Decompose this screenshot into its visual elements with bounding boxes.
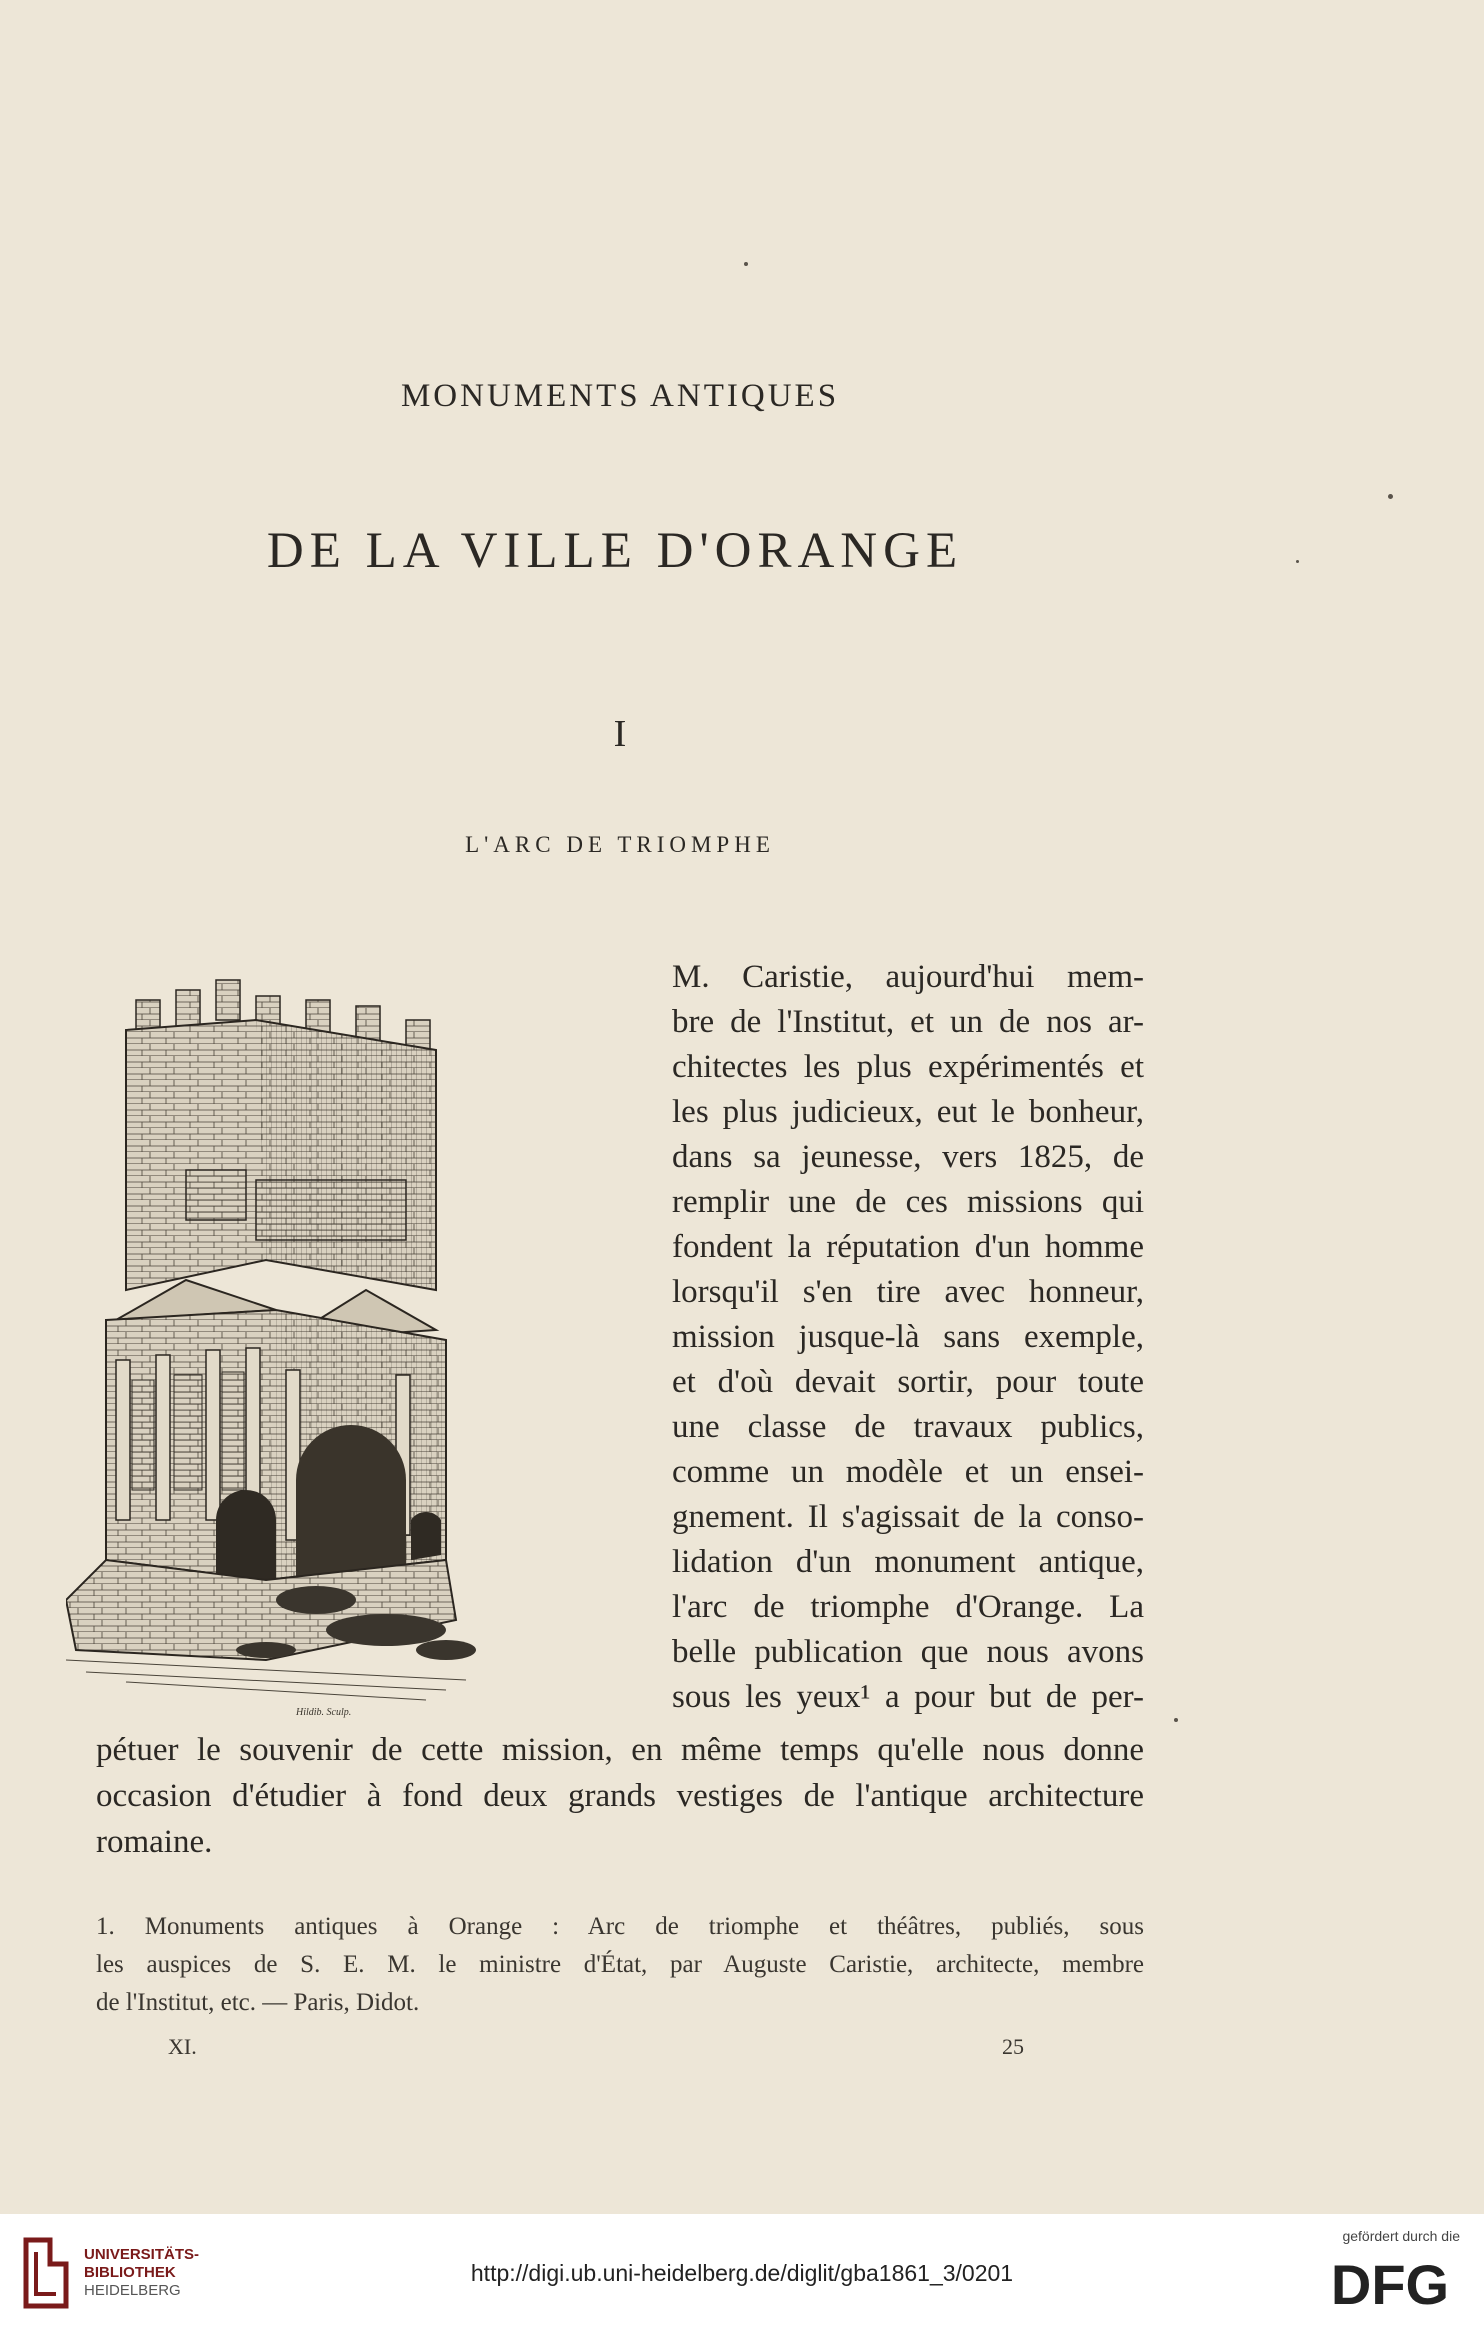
body-line: chitectes les plus expérimentés et — [672, 1049, 1144, 1085]
arch-engraving-illustration — [66, 960, 646, 1720]
library-name-line: BIBLIOTHEK — [84, 2264, 176, 2281]
body-line: et d'où devait sortir, pour toute — [672, 1364, 1144, 1400]
body-line: l'arc de triomphe d'Orange. La — [672, 1589, 1144, 1625]
footnote-line: les auspices de S. E. M. le ministre d'État, par Auguste Caristie, architecte, membre — [96, 1951, 1144, 1978]
section-subtitle: L'ARC DE TRIOMPHE — [465, 832, 775, 857]
funded-by-label: gefördert durch die — [1342, 2228, 1460, 2244]
body-line: remplir une de ces missions qui — [672, 1184, 1144, 1220]
heading-line-2: DE LA VILLE D'ORANGE — [266, 523, 964, 579]
body-line: romaine. — [96, 1824, 213, 1860]
body-line: lidation d'un monument antique, — [672, 1544, 1144, 1580]
engraver-signature: Hildib. Sculp. — [296, 1707, 352, 1718]
body-line: occasion d'étudier à fond deux grands vestiges de l'antique architecture — [96, 1778, 1144, 1814]
paper-speck — [744, 262, 748, 266]
body-line: sous les yeux¹ a pour but de per- — [672, 1679, 1144, 1715]
section-numeral: I — [613, 713, 627, 755]
page-number: 25 — [1002, 2034, 1024, 2059]
dfg-logo-text: DFG — [1330, 2253, 1450, 2316]
body-line: mission jusque-là sans exemple, — [672, 1319, 1144, 1355]
body-line: gnement. Il s'agissait de la conso- — [672, 1499, 1144, 1535]
body-line: une classe de travaux publics, — [672, 1409, 1144, 1445]
body-line: comme un modèle et un ensei- — [672, 1454, 1144, 1490]
body-line: les plus judicieux, eut le bonheur, — [672, 1094, 1144, 1130]
library-name-line: UNIVERSITÄTS- — [84, 2246, 200, 2263]
paper-speck — [1296, 560, 1299, 563]
body-line: pétuer le souvenir de cette mission, en même temps qu'elle nous donne — [96, 1732, 1144, 1768]
body-line: dans sa jeunesse, vers 1825, de — [672, 1139, 1144, 1175]
body-line: lorsqu'il s'en tire avec honneur, — [672, 1274, 1144, 1310]
signature-mark: XI. — [168, 2034, 197, 2059]
paper-speck — [1174, 1718, 1178, 1722]
paper-speck — [1388, 494, 1393, 499]
footnote-line: 1. Monuments antiques à Orange : Arc de triomphe et théâtres, publiés, sous — [96, 1913, 1144, 1940]
body-line: bre de l'Institut, et un de nos ar- — [672, 1004, 1144, 1040]
body-line: M. Caristie, aujourd'hui mem- — [672, 959, 1144, 995]
dfg-logo-icon — [1320, 2252, 1460, 2316]
library-name-line: HEIDELBERG — [84, 2282, 181, 2299]
heading-line-1: MONUMENTS ANTIQUES — [400, 378, 840, 414]
footnote-line: de l'Institut, etc. — Paris, Didot. — [96, 1989, 420, 2016]
permalink-url[interactable]: http://digi.ub.uni-heidelberg.de/diglit/gba1861_3/0201 — [470, 2260, 1014, 2286]
body-line: fondent la réputation d'un homme — [672, 1229, 1144, 1265]
body-line: belle publication que nous avons — [672, 1634, 1144, 1670]
footer-bar — [0, 2214, 1484, 2332]
